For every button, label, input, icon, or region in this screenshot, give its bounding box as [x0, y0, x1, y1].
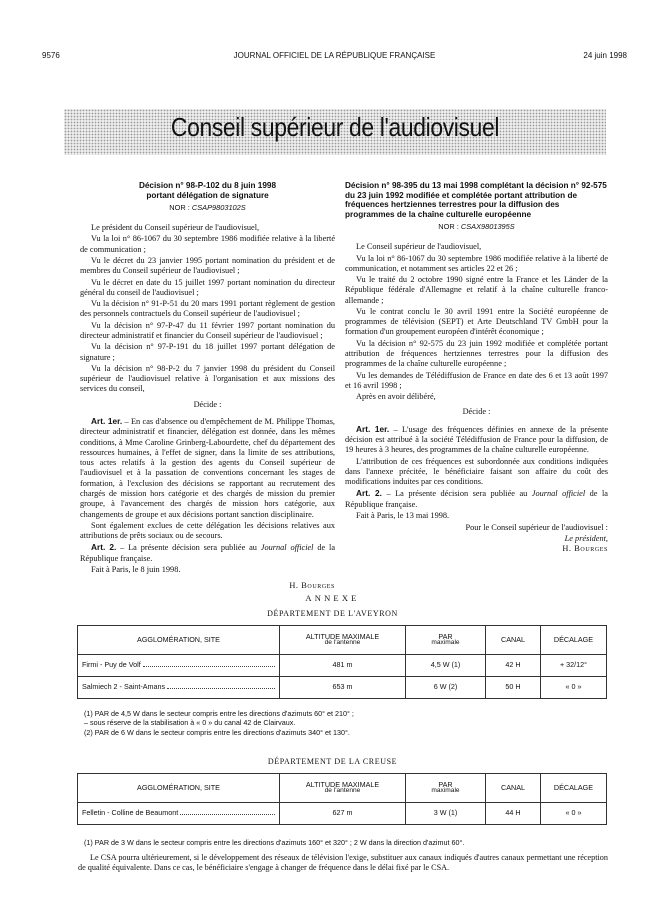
paragraph: Vu la loi n° 86-1067 du 30 septembre 1986 modifiée relative à la liberté de communication ; [80, 234, 335, 254]
col-altitude-l2: de l'antenne [324, 639, 361, 647]
cell-site [78, 677, 280, 699]
section-banner [64, 109, 606, 155]
left-art1-head: Art. 1er. [91, 415, 123, 426]
banner-title: Conseil supérieur de l'audiovisuel [170, 112, 500, 142]
right-column [345, 181, 608, 554]
table-header-row [78, 774, 607, 803]
page-number: 9576 [42, 51, 60, 60]
footnote: – sous réserve de la stabilisation à « 0 » du canal 42 de Clairvaux. [84, 718, 296, 728]
right-paragraphs [345, 242, 608, 402]
left-article-2 [80, 542, 335, 564]
cell-alt: 481 m [280, 655, 406, 677]
left-paragraphs [80, 223, 335, 395]
col-altitude-l1: ALTITUDE MAXIMALE [305, 631, 380, 641]
dot-leader [167, 683, 275, 689]
paragraph: Vu les demandes de Télédiffusion de France en date des 6 et 13 août 1997 et 16 avril 1998 ; [345, 370, 608, 390]
site-name: Salmiech 2 - Saint-Amans [82, 682, 166, 692]
col-decalage: DÉCALAGE [541, 774, 607, 803]
frequency-table-creuse [77, 773, 607, 825]
left-art2-journal: Journal officiel [260, 543, 314, 553]
left-nor-code: CSAP9803102S [191, 203, 246, 213]
left-nor-label: NOR : [169, 203, 190, 213]
col-decalage: DÉCALAGE [541, 626, 607, 655]
col-altitude-l1: ALTITUDE MAXIMALE [305, 779, 380, 789]
right-decide: Décide : [462, 407, 491, 417]
col-site: AGGLOMÉRATION, SITE [78, 774, 280, 803]
footnote: (1) PAR de 3 W dans le secteur compris entre les directions d'azimuts 160° et 320° ; 2 W dans la direction d'azimut 60°. [84, 838, 465, 847]
paragraph: Vu la décision n° 97-P-191 du 18 juillet 1997 portant délégation de signature ; [80, 342, 335, 362]
right-nor-label: NOR : [438, 222, 459, 232]
footnote: (1) PAR de 4,5 W dans le secteur compris entre les directions d'azimuts 60° et 210° ; [84, 709, 354, 718]
col-par [406, 774, 486, 803]
left-art2-head: Art. 2. [91, 542, 117, 553]
right-role: Le président, [564, 533, 608, 543]
cell-decalage: « 0 » [541, 677, 607, 699]
col-par-l1: PAR [438, 779, 453, 789]
col-par [406, 626, 486, 655]
paragraph: Vu le décret en date du 15 juillet 1997 portant nomination du directeur général du conseil de l'audiovisuel ; [80, 277, 335, 297]
footnote: (2) PAR de 6 W dans le secteur compris entre les directions d'azimuts 340° et 130°. [84, 727, 350, 737]
col-site: AGGLOMÉRATION, SITE [78, 626, 280, 655]
paragraph: Vu la décision n° 97-P-47 du 11 février 1997 portant nomination du directeur administratif et financier du Conseil supérieur de l'audiovisuel ; [80, 320, 335, 341]
col-altitude [280, 774, 406, 803]
col-par-l2: maximale [431, 639, 460, 647]
left-decision-title [80, 181, 335, 200]
cell-canal: 42 H [486, 655, 541, 677]
dept-aveyron-title: DÉPARTEMENT DE L'AVEYRON [267, 609, 398, 618]
cell-par: 6 W (2) [406, 677, 486, 699]
paragraph: Vu la loi n° 86-1067 du 30 septembre 1986 modifiée relative à la liberté de communication, et notamment ses articles 22 et 26 ; [345, 253, 608, 273]
closing-paragraph: Le CSA pourra ultérieurement, si le développement des réseaux de télévision l'exige, substituer aux canaux indiqués d'autres canaux permettant une réception de qualité équivalente. Dans ce cas, le bénéficiaire s'engage à changer de fréquence dans le délai fixé par le CSA. [78, 853, 608, 873]
right-art2-head: Art. 2. [356, 488, 382, 499]
col-altitude-l2: de l'antenne [324, 787, 361, 795]
cell-par: 3 W (1) [406, 803, 486, 825]
left-art2-text-b: de la République française. [80, 543, 335, 563]
table-row [78, 655, 607, 677]
right-article-2 [345, 488, 608, 510]
table-row [78, 677, 607, 699]
left-article-1 [80, 416, 335, 520]
col-canal: CANAL [486, 774, 541, 803]
notes-creuse [84, 838, 612, 847]
right-decision-title: Décision n° 98-395 du 13 mai 1998 complétant la décision n° 92-575 du 23 juin 1992 modifiée et complétée portant attribution de fréquences hertziennes terrestres pour la diffusion des programmes de la chaîne culturelle européenne [345, 181, 607, 219]
paragraph: Vu la décision n° 92-575 du 23 juin 1992 modifiée et complétée portant attribution de fréquences hertziennes terrestres pour la diffusion des programmes de la chaîne culturelle européenne ; [345, 338, 608, 369]
site-name: Firmi - Puy de Volf [82, 660, 141, 670]
right-article-1 [345, 424, 608, 456]
cell-decalage: + 32/12° [541, 655, 607, 677]
right-nor-code: CSAX9801395S [460, 222, 515, 232]
frequency-table-aveyron [77, 625, 607, 699]
left-decide: Décide : [193, 399, 222, 409]
right-art2-journal: Journal officiel [531, 489, 586, 499]
left-column [80, 181, 335, 591]
dot-leader [143, 661, 275, 667]
annexe-title: ANNEXE [305, 593, 360, 603]
right-pour: Pour le Conseil supérieur de l'audiovisuel : [465, 523, 608, 533]
left-fait: Fait à Paris, le 8 juin 1998. [91, 564, 181, 574]
cell-canal: 50 H [486, 677, 541, 699]
left-title-line1: Décision n° 98-P-102 du 8 juin 1998 [138, 181, 277, 190]
paragraph: Vu la décision n° 91-P-51 du 20 mars 1991 portant règlement de gestion des personnels contractuels du Conseil supérieur de l'audiovisuel ; [80, 299, 335, 319]
paragraph: Vu le décret du 23 janvier 1995 portant nomination du président et de membres du Conseil supérieur de l'audiovisuel ; [80, 256, 335, 276]
right-art1-head: Art. 1er. [356, 423, 390, 434]
cell-canal: 44 H [486, 803, 541, 825]
paragraph: Le Conseil supérieur de l'audiovisuel, [356, 242, 482, 252]
issue-date: 24 juin 1998 [583, 51, 627, 60]
left-article-1-p2: Sont également exclues de cette délégation les décisions relatives aux attributions de prêts sociaux ou de secours. [80, 520, 335, 541]
right-art2-text-b: de la République française. [345, 489, 608, 509]
col-par-l2: maximale [431, 787, 460, 795]
left-art2-text-a: – La présente décision sera publiée au [116, 543, 261, 553]
notes-aveyron [84, 709, 612, 737]
cell-site [78, 655, 280, 677]
paragraph: Vu le traité du 2 octobre 1990 signé entre la France et les Länder de la République fédérale d'Allemagne et relatif à la chaîne culturelle franco-allemande ; [345, 275, 608, 305]
table-row [78, 803, 607, 825]
paragraph: Vu la décision n° 98-P-2 du 7 janvier 1998 du président du Conseil supérieur de l'audiovisuel relative à l'organisation et aux missions des services du conseil, [80, 363, 335, 394]
paragraph: Vu le contrat conclu le 30 avril 1991 entre la Société européenne de programmes de télévision (SEPT) et Arte Deutschland TV GmbH pour la formation d'un groupement européen d'intérêt économique ; [345, 306, 608, 337]
cell-alt: 627 m [280, 803, 406, 825]
cell-site [78, 803, 280, 825]
right-art1-text: – L'usage des fréquences définies en annexe de la présente décision est attribué à la société Télédiffusion de France pour la diffusion, de 19 heures à 3 heures, des programmes de la chaîne culturelle européenne. [345, 424, 608, 455]
right-signature: H. Bourges [562, 543, 608, 553]
journal-title: JOURNAL OFFICIEL DE LA RÉPUBLIQUE FRANÇAISE [233, 51, 436, 60]
left-signature: H. Bourges [289, 581, 335, 591]
right-art2-text-a: – La présente décision sera publiée au [381, 489, 532, 499]
cell-alt: 653 m [280, 677, 406, 699]
col-canal: CANAL [486, 626, 541, 655]
table-header-row [78, 626, 607, 655]
dept-creuse-title: DÉPARTEMENT DE LA CREUSE [267, 757, 398, 766]
right-article-1-p2: L'attribution de ces fréquences est subordonnée aux conditions indiquées dans l'annexe précitée, le bénéficiaire faisant son affaire du coût des modifications induites par ces conditions. [345, 456, 608, 487]
left-nor [80, 203, 335, 212]
left-title-line2: portant délégation de signature [146, 190, 269, 200]
col-altitude [280, 626, 406, 655]
right-nor [345, 222, 608, 231]
cell-par: 4,5 W (1) [406, 655, 486, 677]
col-par-l1: PAR [438, 631, 453, 641]
cell-decalage: « 0 » [541, 803, 607, 825]
right-fait: Fait à Paris, le 13 mai 1998. [356, 510, 450, 520]
dot-leader [180, 809, 275, 815]
page-header [42, 51, 627, 63]
paragraph: Le président du Conseil supérieur de l'audiovisuel, [91, 223, 260, 233]
site-name: Felletin - Colline de Beaumont [82, 808, 179, 818]
left-art1-text: – En cas d'absence ou d'empêchement de M. Philippe Thomas, directeur administratif et financier, délégation est donnée, dans les mêmes conditions, à Mme Caroline Grinberg-Labourdette, chef du département des ressources humaines, à l'effet de signer, dans la limite de ses attributions, tous actes relatifs à la gestion des agents du Conseil supérieur de l'audiovisuel et à la passation de conventions concernant les stages de formation, à l'exclusion des décisions se rapportant au recrutement des chargés de mission hors catégorie et des chargés de mission du premier groupe, à l'avancement des chargés de mission hors catégorie, aux changements de groupe et aux décisions portant sanction disciplinaire. [80, 416, 335, 519]
paragraph: Après en avoir délibéré, [356, 392, 436, 402]
